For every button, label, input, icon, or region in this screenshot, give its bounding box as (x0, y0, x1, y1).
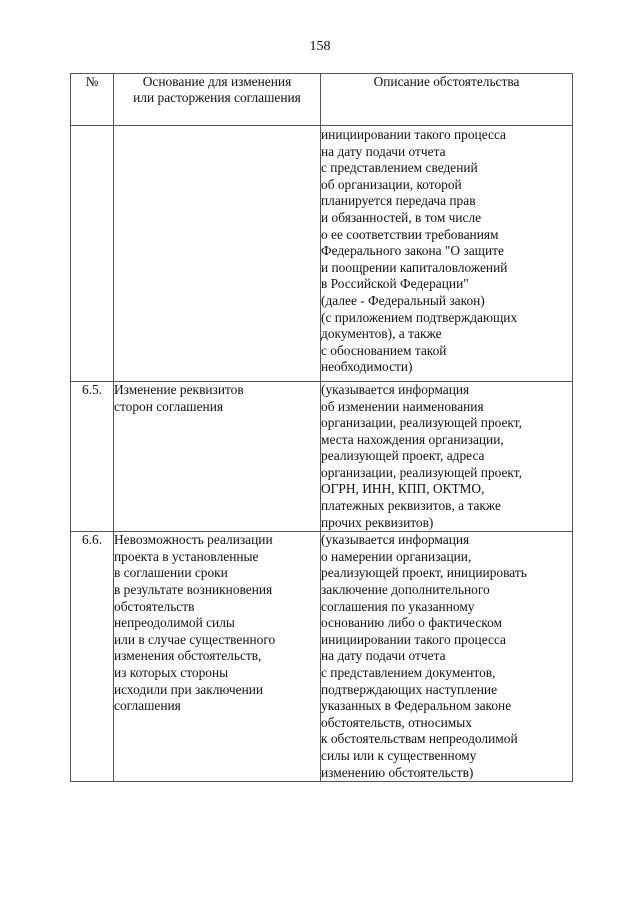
description-line: и обязанностей, в том числе (321, 209, 482, 225)
basis-line: из которых стороны (114, 665, 229, 680)
table-row (71, 532, 573, 782)
row-description (321, 381, 573, 531)
description-line: (указывается информация (321, 381, 470, 397)
header-basis-line: Основание для изменения (142, 74, 292, 89)
basis-line: проекта в установленные (114, 548, 259, 564)
description-line: подтверждающих наступление (321, 681, 498, 697)
description-line: документов), а также (321, 326, 442, 342)
table-body (71, 126, 573, 782)
basis-line: изменения обстоятельств, (114, 648, 262, 664)
basis-line: или в случае существенного (114, 631, 276, 647)
basis-line: в соглашении сроки (114, 565, 228, 581)
description-line: планируется передача прав (321, 193, 476, 209)
row-description (321, 532, 573, 782)
row-number: 6.5. (71, 381, 114, 531)
description-line: указанных в Федеральном законе (321, 698, 512, 714)
document-table (70, 73, 573, 782)
description-line: (с приложением подтверждающих (321, 309, 518, 325)
description-line: к обстоятельствам непреодолимой (321, 731, 518, 747)
description-line: обстоятельств, относимых (321, 714, 472, 730)
table-row (71, 381, 573, 531)
basis-line: непреодолимой силы (114, 615, 235, 631)
description-line: (далее - Федеральный закон) (321, 292, 485, 308)
description-line: соглашения по указанному (321, 598, 475, 614)
description-line: изменению обстоятельств) (321, 764, 474, 780)
row-basis (114, 126, 321, 382)
header-number: № (71, 74, 114, 126)
row-basis (114, 532, 321, 782)
description-line: в Российской Федерации" (321, 276, 469, 292)
description-line: организации, реализующей проект, (321, 464, 522, 480)
page-number: 158 (309, 39, 331, 54)
basis-line: Невозможность реализации (114, 532, 273, 548)
description-line: на дату подачи отчета (321, 143, 446, 159)
description-line: основанию либо о фактическом (321, 615, 503, 631)
description-line: с представлением документов, (321, 665, 496, 680)
description-line: реализующей проект, инициировать (321, 565, 527, 581)
description-line: силы или к существенному (321, 747, 477, 763)
description-line: реализующей проект, адреса (321, 448, 485, 464)
row-number (71, 126, 114, 382)
basis-line: соглашения (114, 698, 181, 714)
description-line: на дату подачи отчета (321, 648, 446, 664)
description-line: и поощрении капиталовложений (321, 259, 508, 275)
description-line: об организации, которой (321, 176, 462, 192)
description-line: о ее соответствии требованиям (321, 226, 499, 242)
description-line: прочих реквизитов) (321, 514, 434, 530)
header-basis-line: или расторжения соглашения (133, 90, 301, 105)
description-line: инициировании такого процесса (321, 127, 506, 142)
basis-line: исходили при заключении (114, 681, 264, 697)
description-line: о намерении организации, (321, 548, 472, 564)
description-line: с обоснованием такой (321, 342, 447, 358)
description-line: инициировании такого процесса (321, 631, 506, 647)
basis-line: в результате возникновения (114, 582, 273, 598)
description-line: об изменении наименования (321, 398, 484, 414)
description-line: с представлением сведений (321, 160, 478, 176)
description-line: места нахождения организации, (321, 431, 504, 447)
header-basis (114, 74, 321, 126)
basis-line: обстоятельств (114, 598, 195, 614)
description-line: ОГРН, ИНН, КПП, ОКТМО, (321, 481, 485, 497)
table-header-row (71, 74, 573, 126)
description-line: организации, реализующей проект, (321, 415, 522, 431)
description-line: Федерального закона "О защите (321, 243, 504, 259)
table-row (71, 126, 573, 382)
row-basis (114, 381, 321, 531)
row-description (321, 126, 573, 382)
row-number: 6.6. (71, 532, 114, 782)
header-description: Описание обстоятельства (321, 74, 573, 126)
description-line: заключение дополнительного (321, 582, 490, 598)
description-line: платежных реквизитов, а также (321, 498, 501, 514)
basis-line: Изменение реквизитов (114, 381, 244, 397)
description-line: необходимости) (321, 359, 413, 375)
description-line: (указывается информация (321, 532, 470, 548)
basis-line: сторон соглашения (114, 398, 224, 414)
